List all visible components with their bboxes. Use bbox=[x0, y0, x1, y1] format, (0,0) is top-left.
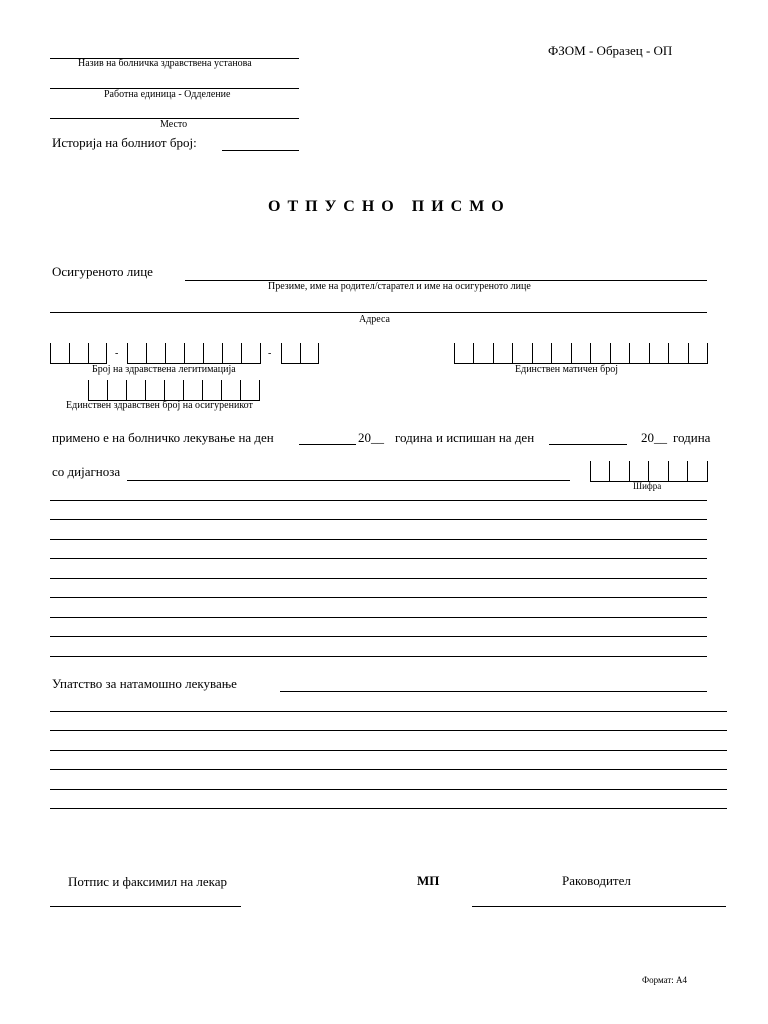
name-hint: Презиме, име на родител/старател и име на осигуреното лице bbox=[268, 281, 531, 292]
document-title: ОТПУСНО ПИСМО bbox=[268, 198, 511, 215]
unique-health-id-boxes[interactable] bbox=[88, 380, 260, 401]
diagnosis-code-boxes[interactable] bbox=[590, 461, 708, 482]
discharge-date-line[interactable] bbox=[549, 444, 627, 445]
instructions-text-line[interactable] bbox=[50, 730, 727, 731]
health-id-boxes-group1[interactable] bbox=[50, 343, 107, 364]
code-label: Шифра bbox=[633, 481, 662, 491]
address-line[interactable] bbox=[50, 312, 707, 313]
address-hint: Адреса bbox=[359, 314, 390, 325]
diagnosis-text-line[interactable] bbox=[50, 636, 707, 637]
discharge-year-label: година bbox=[673, 430, 711, 445]
director-signature-line[interactable] bbox=[472, 906, 726, 907]
institution-label: Назив на болничка здравствена установа bbox=[78, 58, 252, 69]
doctor-signature-label: Потпис и факсимил на лекар bbox=[68, 874, 227, 889]
diagnosis-text-line[interactable] bbox=[50, 500, 707, 501]
instructions-text-line[interactable] bbox=[50, 808, 727, 809]
instructions-text-line[interactable] bbox=[50, 750, 727, 751]
instructions-text-line[interactable] bbox=[50, 789, 727, 790]
stamp-label: МП bbox=[417, 873, 440, 888]
unique-id-boxes[interactable] bbox=[454, 343, 708, 364]
instructions-label: Упатство за натамошно лекување bbox=[52, 676, 237, 691]
unique-health-id-label: Единствен здравствен број на осигуреникот bbox=[66, 400, 253, 411]
admitted-label: примено е на болничко лекување на ден bbox=[52, 430, 274, 445]
diagnosis-text-line[interactable] bbox=[50, 597, 707, 598]
admission-year-label: година bbox=[395, 430, 433, 445]
diagnosis-label: со дијагноза bbox=[52, 464, 121, 479]
discharge-year-prefix: 20__ bbox=[641, 430, 667, 445]
doctor-signature-line[interactable] bbox=[50, 906, 241, 907]
health-id-boxes-group3[interactable] bbox=[281, 343, 319, 364]
diagnosis-text-line[interactable] bbox=[50, 519, 707, 520]
health-id-separator-2: - bbox=[268, 348, 272, 359]
unique-id-label: Единствен матичен број bbox=[515, 364, 619, 375]
insured-label: Осигуреното лице bbox=[52, 264, 153, 279]
instructions-line[interactable] bbox=[280, 691, 707, 692]
history-number-line[interactable] bbox=[222, 150, 299, 151]
discharged-label: и испишан на ден bbox=[436, 430, 535, 445]
format-label: Формат: А4 bbox=[642, 975, 688, 985]
director-label: Раководител bbox=[562, 873, 631, 888]
diagnosis-text-line[interactable] bbox=[50, 539, 707, 540]
diagnosis-text-line[interactable] bbox=[50, 558, 707, 559]
health-id-separator-1: - bbox=[115, 348, 119, 359]
admission-year-prefix: 20__ bbox=[358, 430, 384, 445]
health-id-label: Број на здравствена легитимација bbox=[92, 364, 236, 375]
diagnosis-text-line[interactable] bbox=[50, 617, 707, 618]
diagnosis-line[interactable] bbox=[127, 480, 570, 481]
unit-label: Работна единица - Одделение bbox=[104, 89, 231, 100]
instructions-text-line[interactable] bbox=[50, 769, 727, 770]
diagnosis-text-line[interactable] bbox=[50, 656, 707, 657]
admission-date-line[interactable] bbox=[299, 444, 356, 445]
diagnosis-text-line[interactable] bbox=[50, 578, 707, 579]
instructions-text-line[interactable] bbox=[50, 711, 727, 712]
history-label: Историја на болниот број: bbox=[52, 135, 197, 150]
form-code: ФЗОМ - Образец - ОП bbox=[548, 43, 673, 58]
health-id-boxes-group2[interactable] bbox=[127, 343, 261, 364]
place-label: Место bbox=[160, 119, 188, 130]
